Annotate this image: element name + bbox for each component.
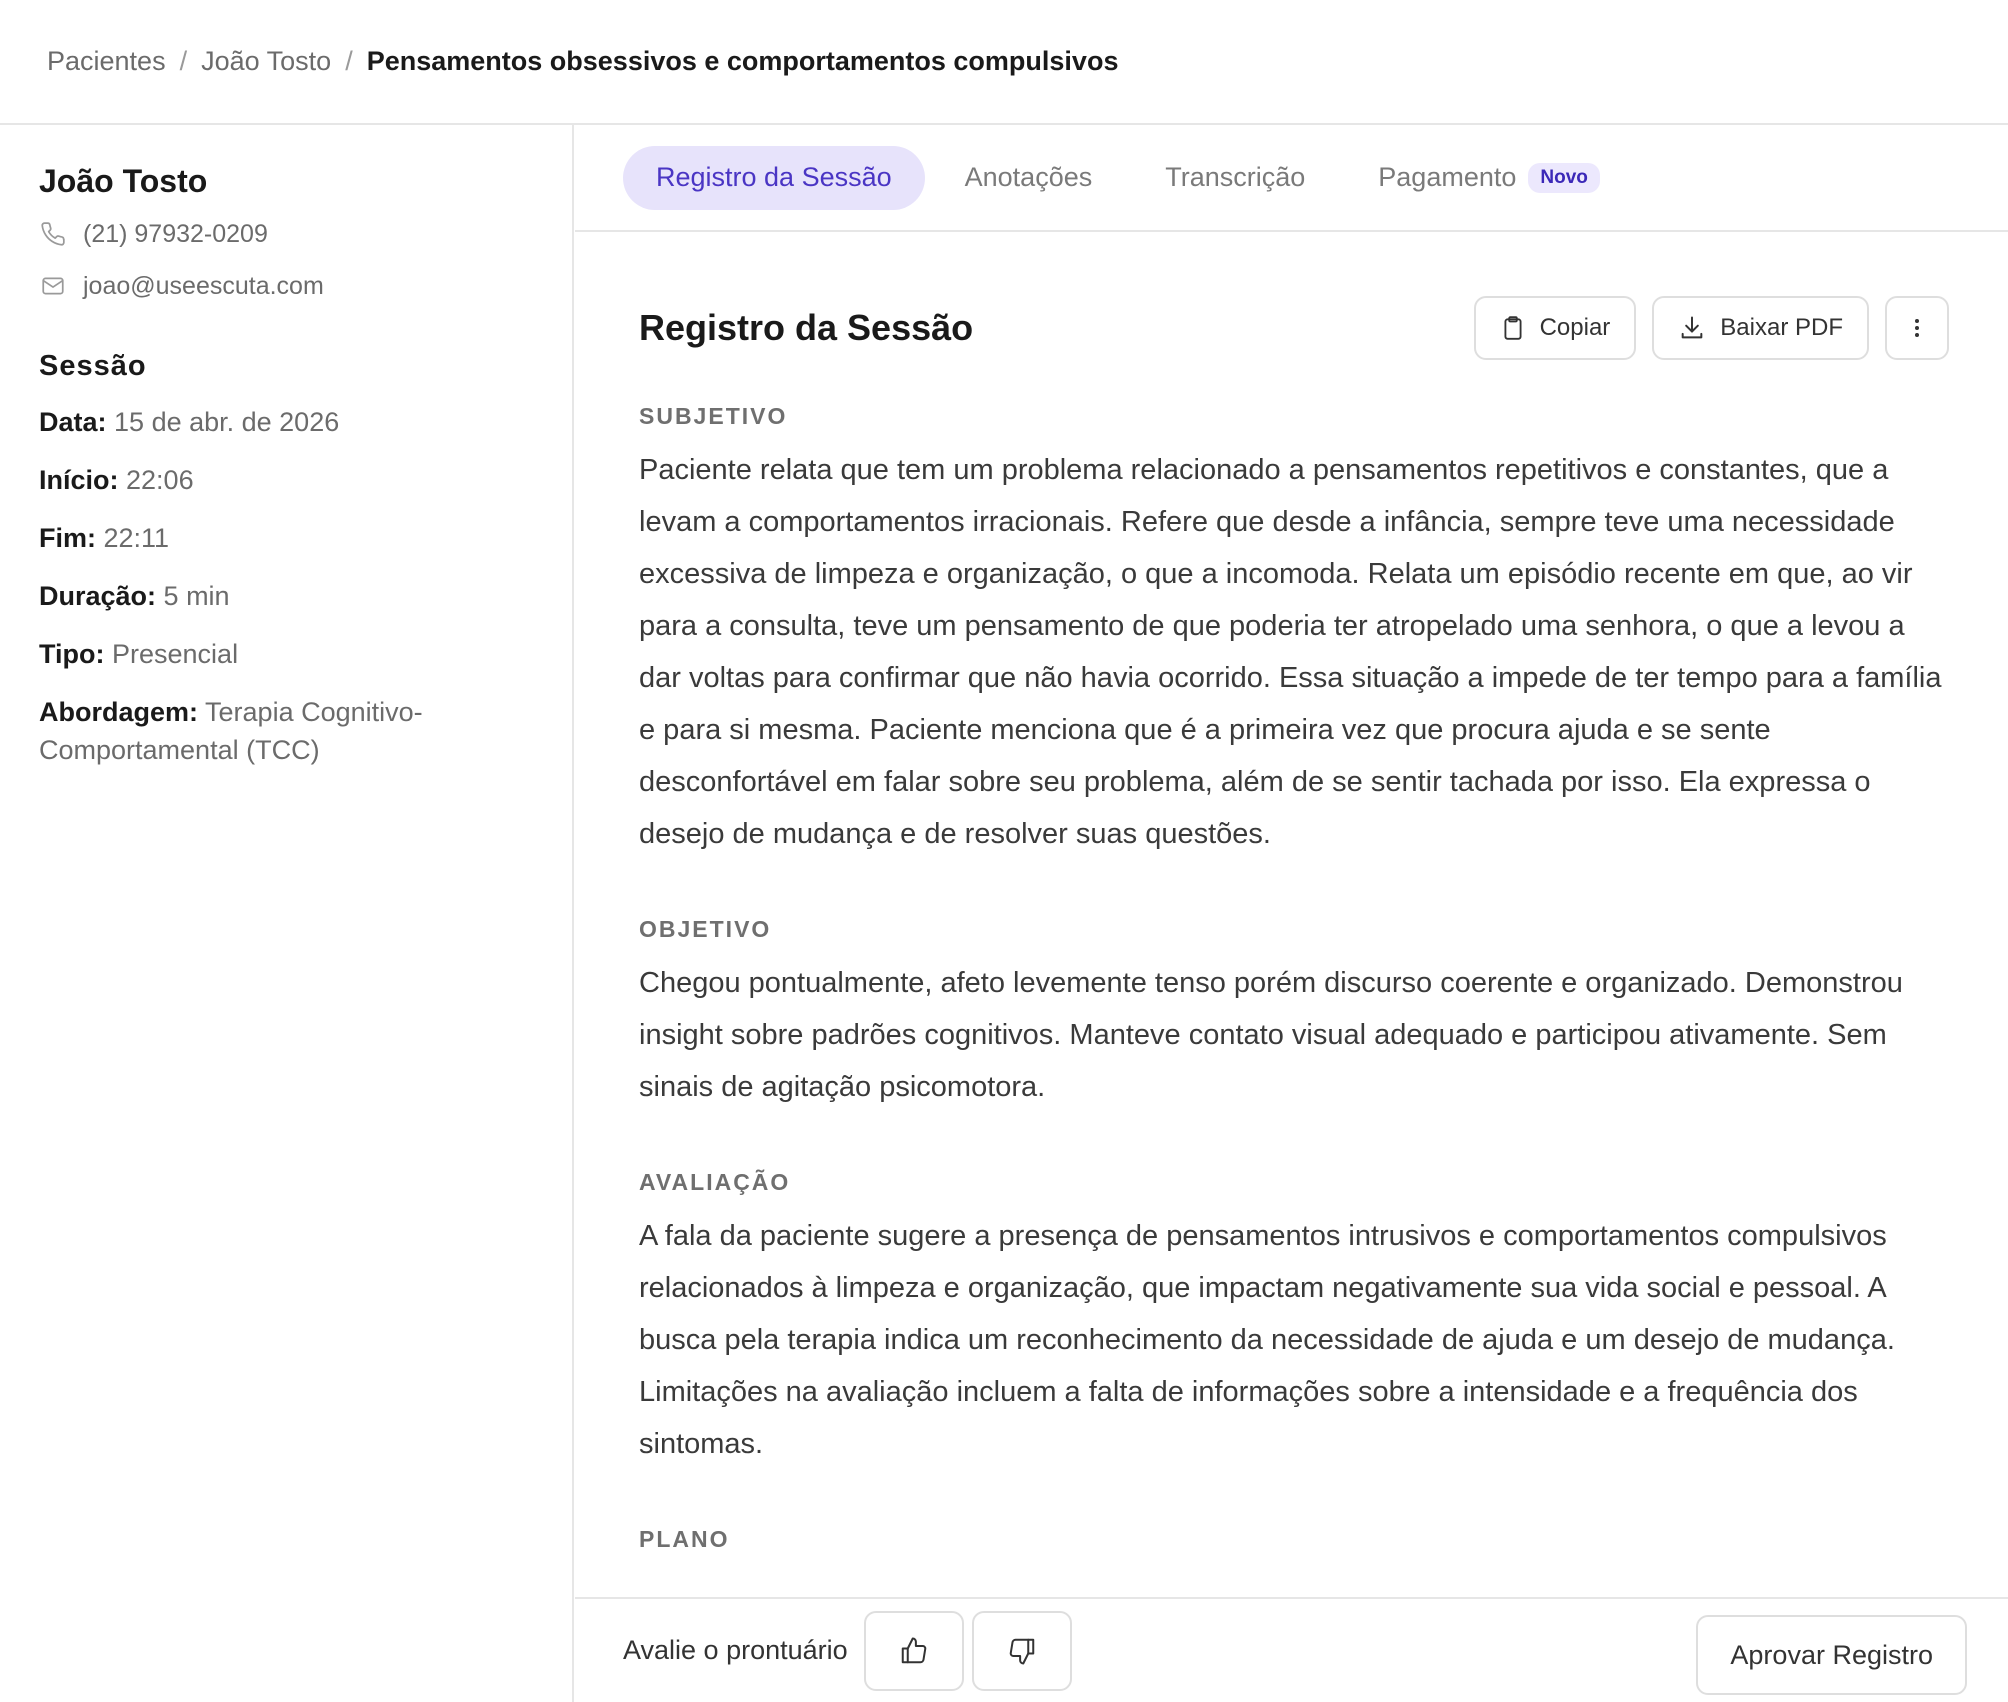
session-type-label: Tipo: <box>39 639 105 669</box>
session-approach-value: Terapia Cognitivo-Comportamental (TCC) <box>39 697 423 765</box>
patient-email[interactable]: joao@useescuta.com <box>83 271 324 300</box>
record-actions <box>1458 296 1949 360</box>
breadcrumb-patients-link[interactable]: Pacientes <box>47 46 166 76</box>
thumbs-down-button[interactable] <box>972 1611 1072 1691</box>
session-approach <box>39 693 509 769</box>
new-badge: Novo <box>1528 163 1600 193</box>
session-date <box>39 403 509 441</box>
tab-notes[interactable]: Anotações <box>964 162 1093 192</box>
patient-phone-row <box>39 216 572 252</box>
assessment-text: A fala da paciente sugere a presença de pensamentos intrusivos e comportamentos compulsivos relacionados à limpeza e organização, que impactam negativamente sua vida social e pessoal. A busca pela terapia indica um reconhecimento da necessidade de ajuda e um desejo de mudança. Limitações na avaliação incluem a falta de informações sobre a intensidade e a frequência dos sintomas. <box>639 1220 1895 1460</box>
breadcrumb-separator: / <box>179 46 188 76</box>
patient-sidebar <box>0 125 574 1702</box>
tab-session-record[interactable]: Registro da Sessão <box>623 146 925 210</box>
assessment-label: AVALIAÇÃO <box>639 1169 791 1195</box>
session-date-label: Data: <box>39 407 107 437</box>
review-bar <box>575 1597 2008 1702</box>
breadcrumb-current-page: Pensamentos obsessivos e comportamentos compulsivos <box>366 46 1119 76</box>
download-pdf-button[interactable] <box>1652 296 1869 360</box>
subjective-label: SUBJETIVO <box>639 403 788 429</box>
more-vertical-icon <box>1913 316 1921 340</box>
session-end-label: Fim: <box>39 523 96 553</box>
plan-label: PLANO <box>639 1526 730 1552</box>
download-pdf-label: Baixar PDF <box>1720 314 1843 341</box>
breadcrumb <box>0 0 2008 125</box>
session-start <box>39 461 509 499</box>
session-type <box>39 635 509 673</box>
tab-payment[interactable] <box>1345 146 1633 210</box>
download-icon <box>1678 314 1706 342</box>
session-section-title: Sessão <box>39 350 147 382</box>
copy-button-label: Copiar <box>1539 314 1611 341</box>
session-date-value: 15 de abr. de 2026 <box>114 407 340 437</box>
session-approach-label: Abordagem: <box>39 697 199 727</box>
patient-name: João Tosto <box>39 163 208 199</box>
rate-record-label: Avalie o prontuário <box>623 1635 848 1665</box>
record-title: Registro da Sessão <box>639 307 974 348</box>
phone-icon <box>39 220 67 248</box>
session-duration-value: 5 min <box>163 581 230 611</box>
thumbs-up-button[interactable] <box>864 1611 964 1691</box>
session-start-label: Início: <box>39 465 119 495</box>
breadcrumb-separator: / <box>345 46 353 76</box>
patient-email-row <box>39 268 572 304</box>
objective-text: Chegou pontualmente, afeto levemente tenso porém discurso coerente e organizado. Demonstrou insight sobre padrões cognitivos. Manteve contato visual adequado e participou ativamente. Sem sinais de agitação psicomotora. <box>639 967 1903 1103</box>
objective-label: OBJETIVO <box>639 916 772 942</box>
record-content <box>639 232 1949 1702</box>
tab-payment-label: Pagamento <box>1378 162 1517 192</box>
tab-transcription[interactable]: Transcrição <box>1165 162 1306 192</box>
clipboard-icon <box>1500 314 1526 342</box>
session-duration <box>39 577 509 615</box>
thumbs-up-icon <box>899 1636 929 1666</box>
session-end <box>39 519 509 557</box>
breadcrumb-patient-link[interactable]: João Tosto <box>201 46 332 76</box>
patient-phone[interactable]: (21) 97932-0209 <box>83 219 268 248</box>
session-end-value: 22:11 <box>103 523 170 553</box>
session-duration-label: Duração: <box>39 581 157 611</box>
thumbs-down-icon <box>1007 1636 1037 1666</box>
session-start-value: 22:06 <box>126 465 194 495</box>
approve-record-button[interactable]: Aprovar Registro <box>1696 1615 1967 1695</box>
main-panel <box>575 125 2008 1702</box>
subjective-text: Paciente relata que tem um problema relacionado a pensamentos repetitivos e constantes, que a levam a comportamentos irracionais. Refere que desde a infância, sempre teve uma necessidade excessiva de limpeza e organização, o que a incomoda. Relata um episódio recente em que, ao vir para a consulta, teve um pensamento de que poderia ter atropelado uma senhora, o que a levou a dar voltas para confirmar que não havia ocorrido. Essa situação a impede de ter tempo para a família e para si mesma. Paciente menciona que é a primeira vez que procura ajuda e se sente desconfortável em falar sobre seu problema, além de se sentir tachada por isso. Ela expressa o desejo de mudança e de resolver suas questões. <box>639 454 1942 850</box>
session-type-value: Presencial <box>112 639 239 669</box>
tab-bar <box>575 125 2008 232</box>
copy-button[interactable] <box>1474 296 1637 360</box>
more-options-button[interactable] <box>1885 296 1949 360</box>
record-header <box>639 296 1949 360</box>
mail-icon <box>39 272 67 300</box>
